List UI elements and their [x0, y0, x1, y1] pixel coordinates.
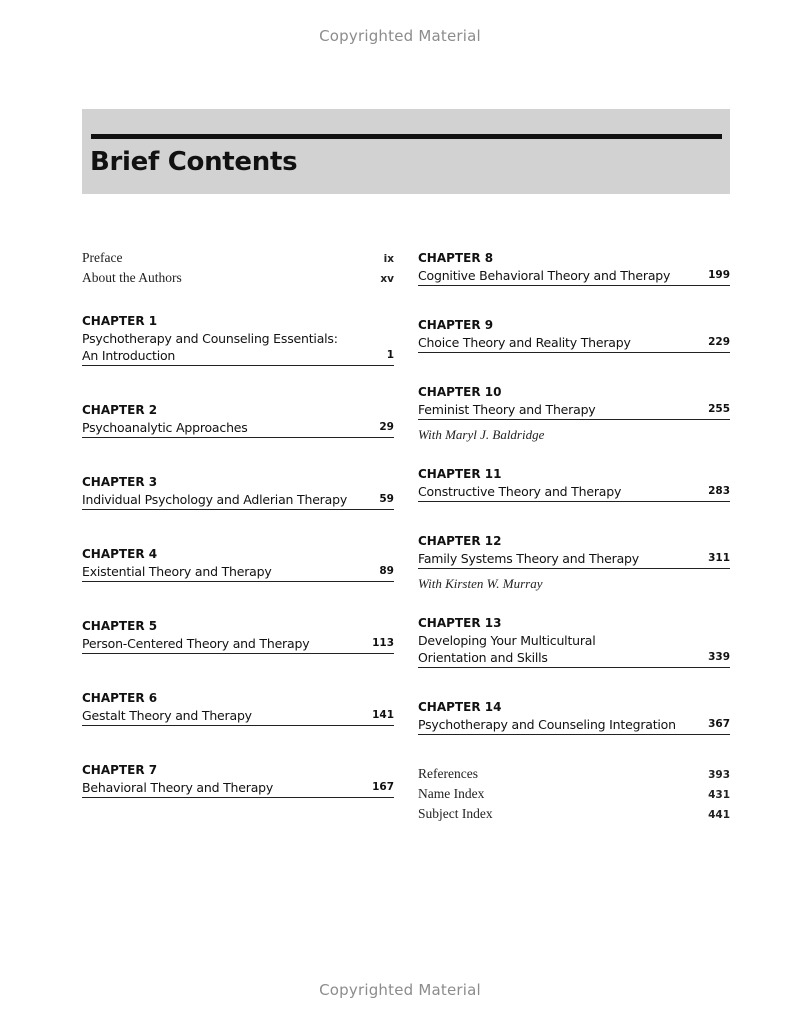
chapter-entry[interactable]	[82, 546, 394, 582]
front-matter-item[interactable]	[82, 270, 394, 290]
chapter-label: CHAPTER 6	[82, 691, 158, 705]
chapter-page: 229	[708, 336, 730, 348]
back-matter-item[interactable]	[418, 786, 730, 806]
left-column	[82, 250, 394, 795]
chapter-entry[interactable]	[82, 762, 394, 798]
chapter-label: CHAPTER 14	[418, 700, 502, 714]
watermark-top: Copyrighted Material	[319, 27, 481, 45]
front-matter-title: Preface	[82, 250, 123, 265]
chapter-entry[interactable]	[82, 618, 394, 654]
chapter-entry[interactable]	[418, 250, 730, 286]
chapter-title: Gestalt Theory and Therapy	[82, 708, 252, 723]
chapter-entry[interactable]	[418, 615, 730, 668]
chapter-entry[interactable]	[82, 402, 394, 438]
chapter-title: Family Systems Theory and Therapy	[418, 551, 639, 566]
chapter-page: 89	[379, 565, 394, 577]
chapter-title: Psychotherapy and Counseling Integration	[418, 717, 676, 732]
front-matter-title: About the Authors	[82, 270, 182, 285]
front-matter-item[interactable]	[82, 250, 394, 270]
back-matter-page: 393	[708, 769, 730, 781]
chapter-page: 339	[708, 651, 730, 663]
chapter-page: 199	[708, 269, 730, 281]
chapter-page: 29	[379, 421, 394, 433]
chapter-entry[interactable]	[418, 317, 730, 353]
chapter-title: Choice Theory and Reality Therapy	[418, 335, 631, 350]
chapter-page: 1	[386, 349, 394, 361]
chapter-entry[interactable]	[82, 690, 394, 726]
back-matter-title: Name Index	[418, 786, 485, 801]
chapter-label: CHAPTER 2	[82, 403, 158, 417]
chapter-label: CHAPTER 11	[418, 467, 502, 481]
chapter-title: Feminist Theory and Therapy	[418, 402, 596, 417]
chapter-label: CHAPTER 7	[82, 763, 158, 777]
chapter-entry[interactable]	[418, 699, 730, 735]
chapter-entry[interactable]	[82, 313, 394, 366]
back-matter-page: 441	[708, 809, 730, 821]
chapter-title: Psychoanalytic Approaches	[82, 420, 248, 435]
chapter-page: 255	[708, 403, 730, 415]
chapter-title: Person-Centered Theory and Therapy	[82, 636, 310, 651]
chapter-label: CHAPTER 4	[82, 547, 158, 561]
chapter-page: 141	[372, 709, 394, 721]
chapter-label: CHAPTER 10	[418, 385, 502, 399]
chapter-entry[interactable]	[418, 384, 730, 443]
back-matter-item[interactable]	[418, 806, 730, 826]
chapter-label: CHAPTER 9	[418, 318, 494, 332]
header-rule	[91, 134, 722, 139]
front-matter-page: ix	[383, 253, 394, 265]
chapter-title: Psychotherapy and Counseling Essentials: An Introduction	[82, 331, 338, 363]
chapter-contributor: With Kirsten W. Murray	[418, 576, 543, 591]
chapter-label: CHAPTER 13	[418, 616, 502, 630]
chapter-title: Existential Theory and Therapy	[82, 564, 272, 579]
page-title: Brief Contents	[90, 147, 298, 177]
chapter-label: CHAPTER 1	[82, 314, 158, 328]
chapter-contributor: With Maryl J. Baldridge	[418, 427, 545, 442]
back-matter-page: 431	[708, 789, 730, 801]
chapter-page: 167	[372, 781, 394, 793]
chapter-label: CHAPTER 3	[82, 475, 158, 489]
chapter-label: CHAPTER 5	[82, 619, 158, 633]
chapter-title: Cognitive Behavioral Theory and Therapy	[418, 268, 671, 283]
watermark-bottom: Copyrighted Material	[319, 981, 481, 999]
chapter-page: 113	[372, 637, 394, 649]
chapter-page: 367	[708, 718, 730, 730]
chapter-page: 283	[708, 485, 730, 497]
chapter-title: Developing Your Multicultural Orientation and Skills	[418, 633, 596, 665]
back-matter-title: References	[418, 766, 478, 781]
front-matter-page: xv	[380, 273, 394, 285]
front-matter	[82, 250, 394, 290]
chapter-entry[interactable]	[82, 474, 394, 510]
contents-header	[82, 109, 730, 194]
chapter-entry[interactable]	[418, 466, 730, 502]
back-matter	[418, 766, 730, 826]
chapter-entry[interactable]	[418, 533, 730, 592]
chapter-page: 311	[708, 552, 730, 564]
chapter-label: CHAPTER 12	[418, 534, 502, 548]
chapter-title: Behavioral Theory and Therapy	[82, 780, 274, 795]
back-matter-item[interactable]	[418, 766, 730, 786]
chapter-page: 59	[379, 493, 394, 505]
back-matter-title: Subject Index	[418, 806, 493, 821]
chapter-label: CHAPTER 8	[418, 251, 494, 265]
chapter-title: Individual Psychology and Adlerian Therapy	[82, 492, 348, 507]
chapter-title: Constructive Theory and Therapy	[418, 484, 622, 499]
